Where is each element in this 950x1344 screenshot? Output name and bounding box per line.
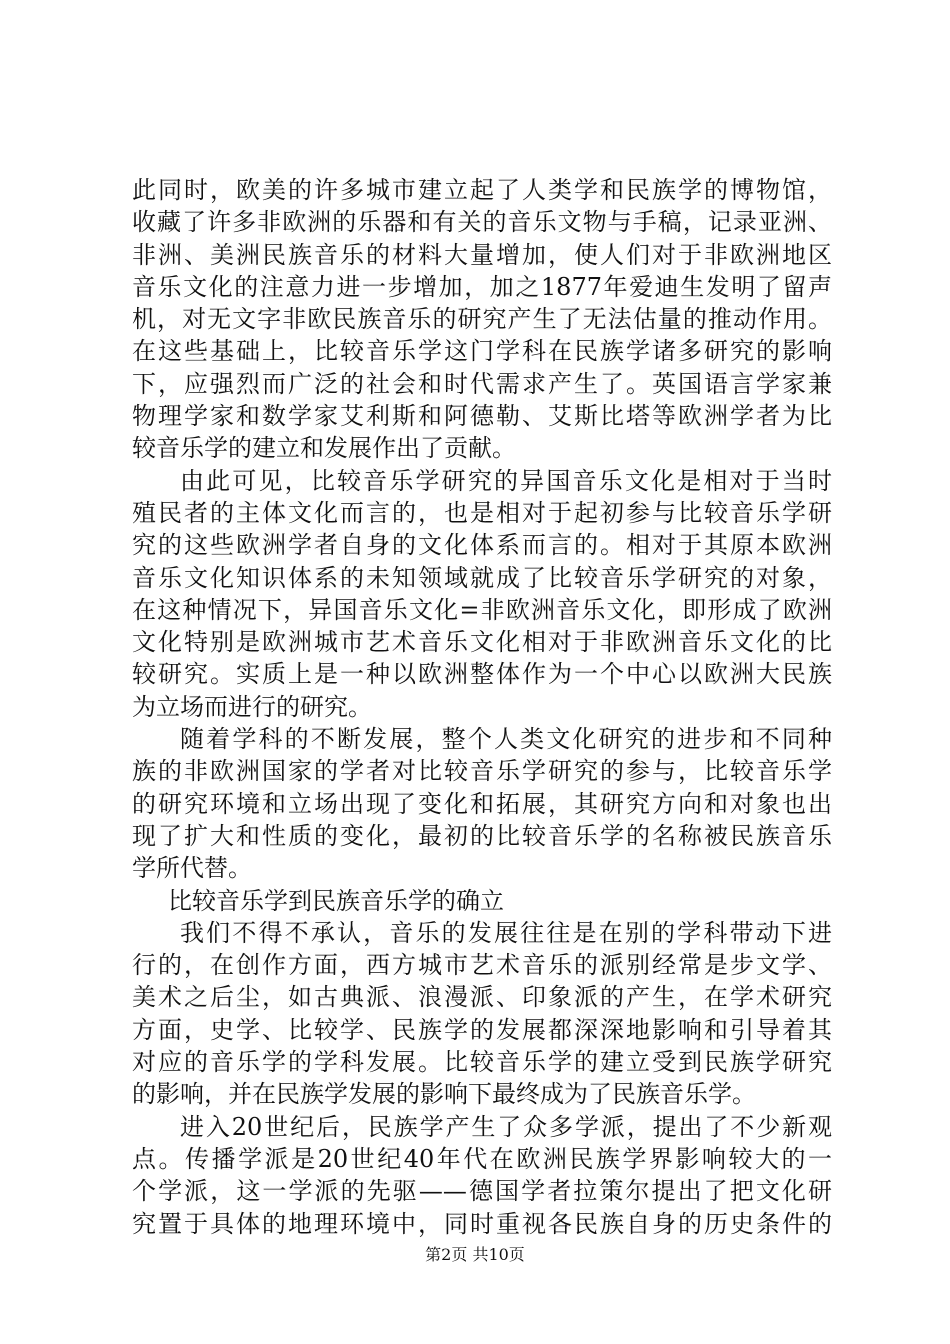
text-line: 非洲、美洲民族音乐的材料大量增加，使人们对于非欧洲地区: [132, 240, 832, 269]
text-line: 的研究环境和立场出现了变化和拓展，其研究方向和对象也出: [132, 789, 832, 818]
text-line: 物理学家和数学家艾利斯和阿德勒、艾斯比塔等欧洲学者为比: [132, 402, 832, 431]
text-line: 较研究。实质上是一种以欧洲整体作为一个中心以欧洲大民族: [132, 660, 832, 689]
text-line: 较音乐学的建立和发展作出了贡献。: [132, 434, 516, 463]
text-line: 现了扩大和性质的变化，最初的比较音乐学的名称被民族音乐: [132, 821, 832, 850]
text-line: 行的，在创作方面，西方城市艺术音乐的派别经常是步文学、: [132, 951, 832, 980]
text-line: 由此可见，比较音乐学研究的异国音乐文化是相对于当时: [180, 466, 832, 495]
text-line: 机，对无文字非欧民族音乐的研究产生了无法估量的推动作用。: [132, 305, 832, 334]
text-line: 文化特别是欧洲城市艺术音乐文化相对于非欧洲音乐文化的比: [132, 628, 832, 657]
text-line: 究置于具体的地理环境中，同时重视各民族自身的历史条件的: [132, 1209, 832, 1238]
text-line: 在这种情况下，异国音乐文化=非欧洲音乐文化，即形成了欧洲: [132, 595, 832, 624]
text-line: 进入20世纪后，民族学产生了众多学派，提出了不少新观: [180, 1112, 832, 1141]
text-line: 族的非欧洲国家的学者对比较音乐学研究的参与，比较音乐学: [132, 757, 832, 786]
text-line: 我们不得不承认，音乐的发展往往是在别的学科带动下进: [180, 918, 832, 947]
text-line: 美术之后尘，如古典派、浪漫派、印象派的产生，在学术研究: [132, 983, 832, 1012]
text-line: 为立场而进行的研究。: [132, 692, 372, 721]
text-line: 究的这些欧洲学者自身的文化体系而言的。相对于其原本欧洲: [132, 531, 832, 560]
text-line: 学所代替。: [132, 854, 252, 883]
text-line: 收藏了许多非欧洲的乐器和有关的音乐文物与手稿，记录亚洲、: [132, 208, 832, 237]
body-text: [132, 174, 832, 1240]
section-heading: 比较音乐学到民族音乐学的确立: [168, 886, 504, 915]
text-line: 在这些基础上，比较音乐学这门学科在民族学诸多研究的影响: [132, 337, 832, 366]
text-line: 殖民者的主体文化而言的，也是相对于起初参与比较音乐学研: [132, 498, 832, 527]
text-line: 点。传播学派是20世纪40年代在欧洲民族学界影响较大的一: [132, 1144, 832, 1173]
text-line: 方面，史学、比较学、民族学的发展都深深地影响和引导着其: [132, 1015, 832, 1044]
text-line: 对应的音乐学的学科发展。比较音乐学的建立受到民族学研究: [132, 1048, 832, 1077]
text-line: 随着学科的不断发展，整个人类文化研究的进步和不同种: [180, 725, 832, 754]
text-line: 下，应强烈而广泛的社会和时代需求产生了。英国语言学家兼: [132, 369, 832, 398]
text-line: 的影响，并在民族学发展的影响下最终成为了民族音乐学。: [132, 1080, 756, 1109]
text-line: 个学派，这一学派的先驱——德国学者拉策尔提出了把文化研: [132, 1177, 832, 1206]
text-line: 音乐文化的注意力进一步增加，加之1877年爱迪生发明了留声: [132, 272, 832, 301]
text-line: 音乐文化知识体系的未知领域就成了比较音乐学研究的对象，: [132, 563, 832, 592]
page-footer: 第2页 共10页: [425, 1245, 525, 1264]
text-line: 此同时，欧美的许多城市建立起了人类学和民族学的博物馆，: [132, 176, 832, 204]
